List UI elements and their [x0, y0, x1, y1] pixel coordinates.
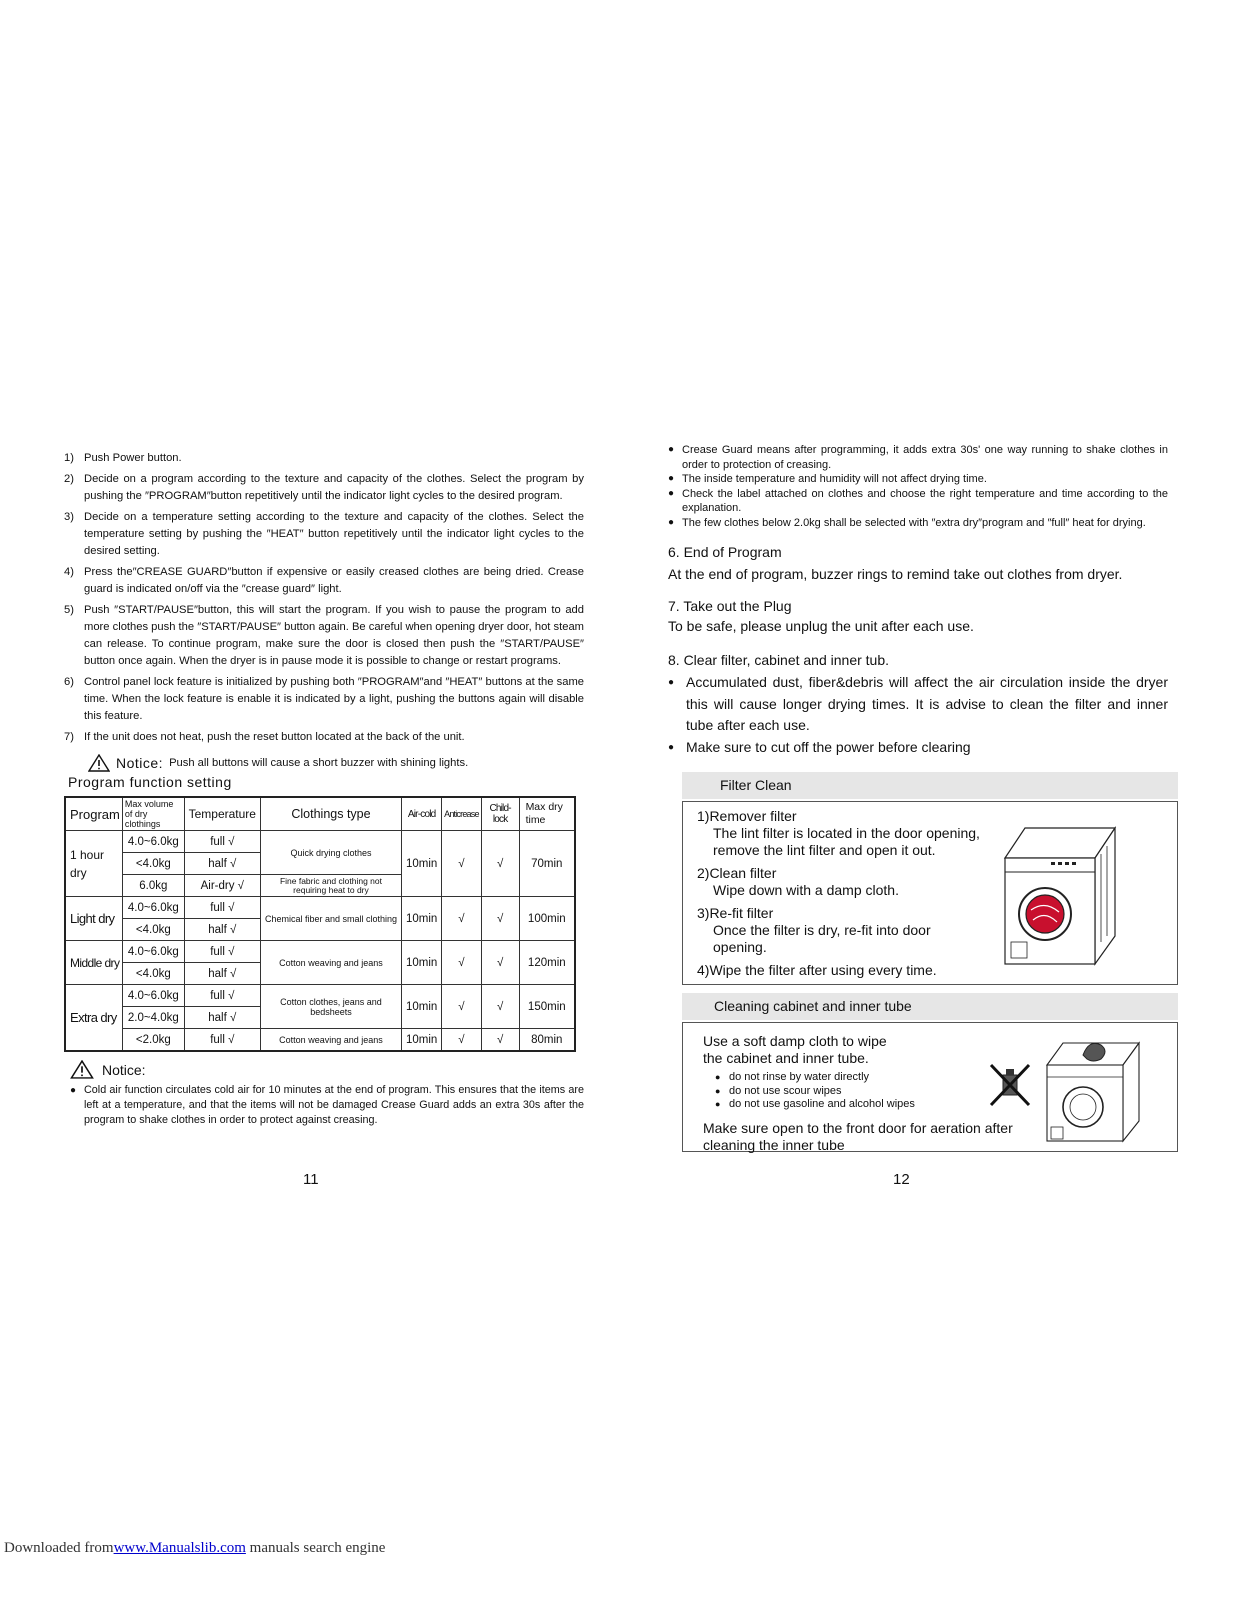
right-page [668, 443, 1168, 1152]
child-lock-check: √ [481, 831, 519, 897]
step-item: 2) Decide on a program according to the texture and capacity of the clothes. Select the program by pushing the ″PROGRAM″button repetitively until the indicator light cycles to the desired program. [64, 473, 584, 502]
table-row [65, 831, 575, 853]
left-page [64, 450, 584, 1128]
cleaning-bullet: ● do not rinse by water directly [715, 1071, 870, 1083]
page-number-left: 11 [303, 1171, 319, 1188]
anticrease-check: √ [442, 831, 482, 897]
bullet-icon: ● [668, 487, 675, 499]
step-item: 4) Press the″CREASE GUARD″button if expensive or easily creased clothes are being dried. Crease guard is indicated on/off via the ″crease guard″ light. [64, 566, 584, 595]
notice-cold-air [64, 1060, 584, 1128]
clothings-cell: Cotton weaving and jeans [260, 1029, 401, 1052]
table-header-row [65, 797, 575, 831]
no-rinse-icon [989, 1063, 1031, 1107]
volume-cell: 4.0~6.0kg [122, 985, 184, 1007]
section-8-bullet: ● Make sure to cut off the power before clearing [668, 737, 1168, 759]
section-8-title: 8. Clear filter, cabinet and inner tub. [668, 652, 890, 668]
clothings-cell: Cotton weaving and jeans [260, 941, 401, 985]
bullet-icon: ● [668, 444, 675, 455]
step-item: 1) Push Power button. [64, 452, 182, 464]
cleaning-bullet: ● do not use scour wipes [715, 1084, 842, 1097]
temperature-cell: half √ [184, 1007, 260, 1029]
step-item: 7) If the unit does not heat, push the reset button located at the back of the unit. [64, 731, 465, 743]
bullet-icon: ● [668, 473, 675, 484]
dry-time-cell: 70min [519, 831, 575, 897]
volume-cell: <4.0kg [122, 963, 184, 985]
filter-clean-heading: Filter Clean [682, 772, 1178, 799]
dry-time-cell: 80min [519, 1029, 575, 1052]
top-bullet: ● Crease Guard means after programming, it adds extra 30s' one way running to shake clothes in order to protection of creasing. [668, 444, 1168, 471]
program-middle-dry: Middle dry [65, 941, 122, 985]
warning-icon [88, 754, 110, 772]
temperature-cell: full √ [184, 897, 260, 919]
warning-icon [70, 1060, 94, 1079]
dry-time-cell: 150min [519, 985, 575, 1029]
air-cold-cell: 10min [402, 1029, 442, 1052]
header-max-dry-time: Max dry time [519, 797, 575, 831]
anticrease-check: √ [442, 1029, 482, 1052]
step-item: 6) Control panel lock feature is initialized by pushing both ″PROGRAM″and ″HEAT″ buttons at the same time. When the lock feature is enable it is indicated by a light, pushing the buttons again will disable this feature. [64, 676, 584, 722]
step-item: 3) Decide on a temperature setting according to the texture and capacity of the clothes. Select the temperature setting by pushing the ″HEAT″ button repetitively until the indicator light cycles to the desired setting. [64, 511, 584, 557]
volume-cell: <4.0kg [122, 853, 184, 875]
step-item: 5) Push ″START/PAUSE″button, this will start the program. If you wish to pause the program to add more clothes push the ″START/PAUSE″ button again. Be careful when opening dryer door, hot steam can release. To continue program, make sure the door is closed then push the ″START/PAUSE″ button once again. When the dryer is in pause mode it is possible to change or restart programs. [64, 604, 584, 667]
volume-cell: 4.0~6.0kg [122, 831, 184, 853]
program-extra-dry: Extra dry [65, 985, 122, 1052]
clothings-cell: Cotton clothes, jeans and bedsheets [260, 985, 401, 1029]
filter-instructions: 1)Remover filter The lint filter is located in the door opening, remove the lint filter and open it out. 2)Clean filter Wipe down with a damp cloth. 3)Re-fit filter Once the filter is dry, re-fit into door opening. 4)Wipe the filter after using every time. [697, 808, 980, 978]
notice-paragraph: ● Cold air function circulates cold air for 10 minutes at the end of program. This ensures that the items are left at a temperature, and that the items will not be damaged Crease Guard adds an extra 30s after the program to shake clothes in order to protect against creasing. [64, 1083, 584, 1128]
operation-steps [64, 450, 584, 746]
child-lock-check: √ [481, 941, 519, 985]
top-bullet: ● Check the label attached on clothes and choose the right temperature and time according to the explanation. [668, 487, 1168, 514]
notice-label: Notice: [116, 755, 164, 771]
notice-buzzer [64, 754, 584, 772]
temperature-cell: full √ [184, 831, 260, 853]
header-program: Program [65, 797, 122, 831]
program-one-hour-dry: 1 hour dry [65, 831, 122, 897]
header-anticrease: Anticrease [442, 797, 482, 831]
cleaning-box [682, 1022, 1178, 1152]
volume-cell: 4.0~6.0kg [122, 897, 184, 919]
program-light-dry: Light dry [65, 897, 122, 941]
clothings-cell: Chemical fiber and small clothing [260, 897, 401, 941]
cleaning-heading: Cleaning cabinet and inner tube [682, 993, 1178, 1020]
top-bullet: ● The inside temperature and humidity will not affect drying time. [668, 473, 987, 485]
section-6-text: At the end of program, buzzer rings to remind take out clothes from dryer. [668, 566, 1123, 582]
header-air-cold: Air-cold [402, 797, 442, 831]
page-number-right: 12 [893, 1171, 910, 1188]
anticrease-check: √ [442, 985, 482, 1029]
bullet-icon: ● [668, 516, 675, 528]
anticrease-check: √ [442, 897, 482, 941]
header-clothings: Clothings type [260, 797, 401, 831]
temperature-cell: half √ [184, 853, 260, 875]
header-max-volume: Max volume of dry clothings [122, 797, 184, 831]
dryer-cleaning-illustration-icon [1043, 1035, 1143, 1143]
volume-cell: 6.0kg [122, 875, 184, 897]
section-8-bullet: ● Accumulated dust, fiber&debris will affect the air circulation inside the dryer this will cause longer drying times. It is advise to clean the filter and inner tube after each use. [668, 672, 1168, 737]
child-lock-check: √ [481, 897, 519, 941]
anticrease-check: √ [442, 941, 482, 985]
header-child-lock: Child-lock [481, 797, 519, 831]
table-row [65, 897, 575, 919]
table-row [65, 985, 575, 1007]
bullet-icon: ● [668, 677, 675, 688]
dry-time-cell: 100min [519, 897, 575, 941]
volume-cell: <2.0kg [122, 1029, 184, 1052]
bullet-icon: ● [70, 1085, 77, 1096]
table-row [65, 1029, 575, 1052]
child-lock-check: √ [481, 985, 519, 1029]
section-6-title: 6. End of Program [668, 544, 782, 560]
volume-cell: 4.0~6.0kg [122, 941, 184, 963]
table-title: Program function setting [68, 774, 232, 790]
bullet-icon: ● [715, 1099, 721, 1109]
filter-clean-box [682, 801, 1178, 985]
clothings-cell: Fine fabric and clothing not requiring heat to dry [260, 875, 401, 897]
cleaning-bullet: ● do not use gasoline and alcohol wipes [715, 1098, 915, 1110]
air-cold-cell: 10min [402, 831, 442, 897]
section-7-text: To be safe, please unplug the unit after each use. [668, 618, 974, 634]
table-row [65, 941, 575, 963]
bullet-icon: ● [715, 1085, 721, 1096]
download-footer: Downloaded fromwww.Manualslib.com manuals search engine [4, 1540, 386, 1556]
temperature-cell: half √ [184, 963, 260, 985]
bullet-icon: ● [715, 1072, 721, 1082]
temperature-cell: full √ [184, 985, 260, 1007]
temperature-cell: full √ [184, 941, 260, 963]
air-cold-cell: 10min [402, 897, 442, 941]
air-cold-cell: 10min [402, 941, 442, 985]
notice-heading [70, 1060, 584, 1079]
volume-cell: <4.0kg [122, 919, 184, 941]
cleaning-instructions: Use a soft damp cloth to wipe the cabinet and inner tube. ● do not rinse by water directly ● do not use scour wipes ● do not use gasoline and alcohol wipes Make sure open to the front door for aeration after cleaning the inner tube [703, 1033, 1143, 1154]
manualslib-link[interactable]: www.Manualslib.com [113, 1540, 246, 1556]
temperature-cell: half √ [184, 919, 260, 941]
dry-time-cell: 120min [519, 941, 575, 985]
dryer-filter-illustration-icon [1001, 824, 1119, 966]
volume-cell: 2.0~4.0kg [122, 1007, 184, 1029]
bullet-icon: ● [668, 741, 675, 753]
child-lock-check: √ [481, 1029, 519, 1052]
temperature-cell: Air-dry √ [184, 875, 260, 897]
air-cold-cell: 10min [402, 985, 442, 1029]
clothings-cell: Quick drying clothes [260, 831, 401, 875]
header-temperature: Temperature [184, 797, 260, 831]
notice-text: Push all buttons will cause a short buzzer with shining lights. [169, 757, 469, 769]
program-table [64, 796, 576, 1052]
top-bullet: ● The few clothes below 2.0kg shall be selected with ″extra dry″program and ″full″ heat for drying. [668, 516, 1146, 529]
notice-label: Notice: [102, 1061, 146, 1078]
temperature-cell: full √ [184, 1029, 260, 1052]
section-7-title: 7. Take out the Plug [668, 598, 792, 614]
